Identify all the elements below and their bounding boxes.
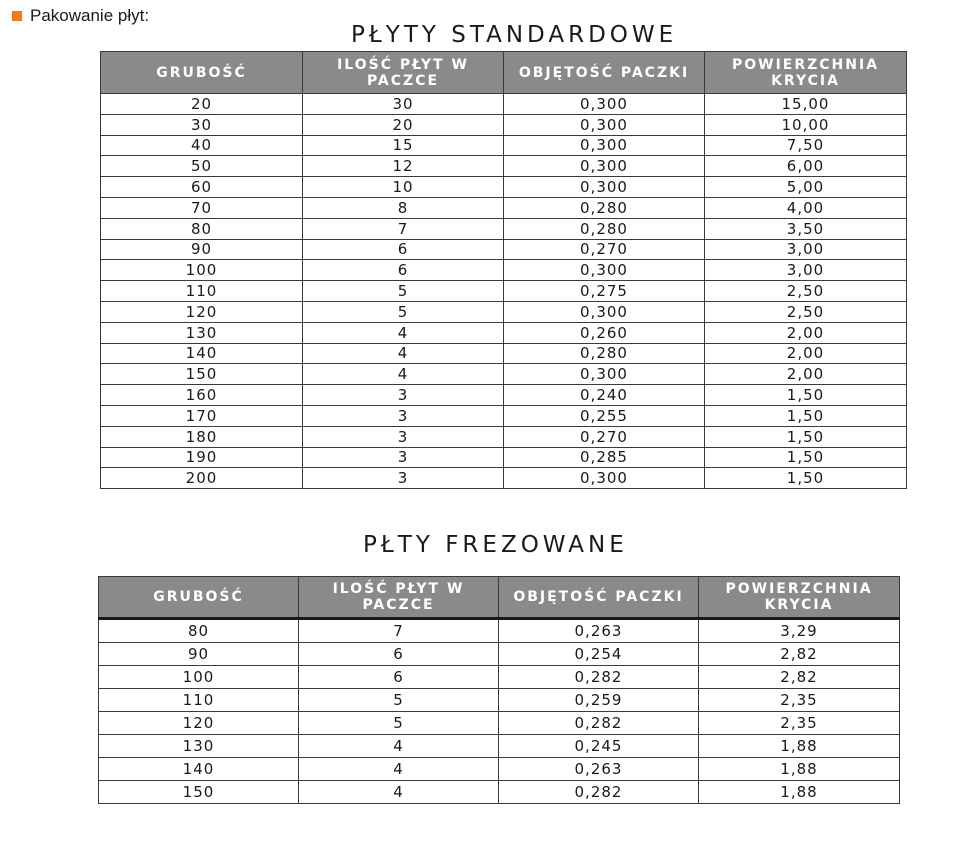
cell-boards-per-pack: 10 [303,177,504,198]
cell-boards-per-pack: 20 [303,114,504,135]
cell-pack-volume: 0,300 [504,260,705,281]
cell-pack-volume: 0,282 [499,712,699,735]
table-row [101,364,907,385]
cell-thickness: 120 [101,301,303,322]
table-row [99,712,900,735]
cell-boards-per-pack: 4 [299,781,499,804]
cell-thickness: 20 [101,94,303,115]
cell-pack-volume: 0,300 [504,156,705,177]
cell-pack-volume: 0,255 [504,405,705,426]
table-row [101,281,907,302]
cell-pack-volume: 0,263 [499,758,699,781]
table-row [101,322,907,343]
cell-coverage-area: 2,35 [699,712,900,735]
cell-coverage-area: 5,00 [705,177,907,198]
cell-pack-volume: 0,280 [504,343,705,364]
cell-thickness: 60 [101,177,303,198]
table-row [101,114,907,135]
cell-coverage-area: 1,50 [705,426,907,447]
cell-coverage-area: 10,00 [705,114,907,135]
table-row [99,689,900,712]
cell-coverage-area: 15,00 [705,94,907,115]
cell-boards-per-pack: 3 [303,468,504,489]
cell-coverage-area: 2,50 [705,301,907,322]
cell-thickness: 40 [101,135,303,156]
cell-boards-per-pack: 8 [303,197,504,218]
cell-thickness: 180 [101,426,303,447]
cell-thickness: 110 [101,281,303,302]
cell-boards-per-pack: 6 [303,239,504,260]
table-row [99,643,900,666]
table-row [101,385,907,406]
cell-coverage-area: 2,82 [699,666,900,689]
cell-coverage-area: 1,88 [699,735,900,758]
cell-boards-per-pack: 15 [303,135,504,156]
table-row [101,135,907,156]
cell-coverage-area: 3,29 [699,619,900,643]
milled-boards-table [98,576,900,804]
cell-thickness: 50 [101,156,303,177]
table-row [101,197,907,218]
cell-coverage-area: 2,00 [705,322,907,343]
cell-pack-volume: 0,260 [504,322,705,343]
cell-coverage-area: 3,00 [705,260,907,281]
cell-pack-volume: 0,300 [504,135,705,156]
cell-boards-per-pack: 4 [299,735,499,758]
table-row [101,218,907,239]
cell-thickness: 140 [99,758,299,781]
cell-boards-per-pack: 4 [303,343,504,364]
cell-coverage-area: 1,88 [699,758,900,781]
cell-pack-volume: 0,282 [499,781,699,804]
cell-boards-per-pack: 4 [303,322,504,343]
cell-boards-per-pack: 6 [299,666,499,689]
cell-pack-volume: 0,263 [499,619,699,643]
cell-boards-per-pack: 3 [303,447,504,468]
milled-boards-title: PŁTY FREZOWANE [363,532,628,558]
cell-pack-volume: 0,300 [504,114,705,135]
table-row [99,781,900,804]
cell-coverage-area: 6,00 [705,156,907,177]
cell-coverage-area: 1,50 [705,405,907,426]
cell-pack-volume: 0,300 [504,94,705,115]
cell-boards-per-pack: 3 [303,426,504,447]
cell-thickness: 80 [99,619,299,643]
cell-thickness: 90 [99,643,299,666]
cell-thickness: 30 [101,114,303,135]
cell-pack-volume: 0,254 [499,643,699,666]
milled-table-body [99,619,900,804]
column-header-thickness: GRUBOŚĆ [101,52,303,94]
cell-coverage-area: 2,00 [705,364,907,385]
cell-pack-volume: 0,300 [504,468,705,489]
cell-coverage-area: 4,00 [705,197,907,218]
cell-boards-per-pack: 3 [303,385,504,406]
table-row [99,735,900,758]
cell-thickness: 150 [99,781,299,804]
table-row [101,239,907,260]
cell-boards-per-pack: 30 [303,94,504,115]
cell-pack-volume: 0,270 [504,239,705,260]
cell-thickness: 170 [101,405,303,426]
table-row [99,758,900,781]
standard-table-body [101,94,907,489]
column-header-pack-volume: OBJĘTOŚĆ PACZKI [504,52,705,94]
cell-coverage-area: 1,50 [705,447,907,468]
column-header-coverage-area: POWIERZCHNIA KRYCIA [705,52,907,94]
section-header [12,6,149,26]
table-row [101,301,907,322]
cell-boards-per-pack: 6 [303,260,504,281]
cell-pack-volume: 0,300 [504,177,705,198]
column-header-coverage-area: POWIERZCHNIA KRYCIA [699,577,900,619]
cell-boards-per-pack: 5 [303,301,504,322]
cell-thickness: 160 [101,385,303,406]
table-row [101,260,907,281]
cell-pack-volume: 0,275 [504,281,705,302]
cell-boards-per-pack: 6 [299,643,499,666]
standard-boards-title: PŁYTY STANDARDOWE [351,22,678,48]
table-row [101,94,907,115]
table-row [101,426,907,447]
column-header-boards-per-pack: ILOŚĆ PŁYT W PACZCE [299,577,499,619]
table-row [101,405,907,426]
table-row [99,619,900,643]
table-row [101,343,907,364]
cell-pack-volume: 0,300 [504,301,705,322]
cell-thickness: 100 [101,260,303,281]
cell-thickness: 90 [101,239,303,260]
table-row [101,177,907,198]
table-row [101,156,907,177]
cell-pack-volume: 0,280 [504,218,705,239]
table-header-row [99,577,900,619]
cell-thickness: 200 [101,468,303,489]
cell-coverage-area: 1,50 [705,468,907,489]
column-header-pack-volume: OBJĘTOŚĆ PACZKI [499,577,699,619]
cell-pack-volume: 0,280 [504,197,705,218]
orange-square-icon [12,11,22,21]
cell-boards-per-pack: 5 [299,712,499,735]
cell-pack-volume: 0,245 [499,735,699,758]
cell-boards-per-pack: 4 [303,364,504,385]
cell-thickness: 130 [101,322,303,343]
cell-thickness: 70 [101,197,303,218]
cell-coverage-area: 7,50 [705,135,907,156]
cell-boards-per-pack: 12 [303,156,504,177]
cell-boards-per-pack: 7 [303,218,504,239]
standard-boards-table [100,51,907,489]
table-row [99,666,900,689]
table-row [101,447,907,468]
cell-coverage-area: 3,50 [705,218,907,239]
cell-pack-volume: 0,259 [499,689,699,712]
cell-coverage-area: 2,00 [705,343,907,364]
cell-coverage-area: 3,00 [705,239,907,260]
cell-thickness: 190 [101,447,303,468]
cell-coverage-area: 2,50 [705,281,907,302]
cell-pack-volume: 0,300 [504,364,705,385]
cell-thickness: 100 [99,666,299,689]
cell-thickness: 130 [99,735,299,758]
cell-coverage-area: 2,35 [699,689,900,712]
cell-pack-volume: 0,282 [499,666,699,689]
cell-boards-per-pack: 7 [299,619,499,643]
cell-thickness: 140 [101,343,303,364]
cell-pack-volume: 0,270 [504,426,705,447]
cell-boards-per-pack: 5 [299,689,499,712]
section-label: Pakowanie płyt: [30,6,150,25]
cell-thickness: 110 [99,689,299,712]
cell-boards-per-pack: 5 [303,281,504,302]
table-row [101,468,907,489]
cell-coverage-area: 1,50 [705,385,907,406]
cell-pack-volume: 0,240 [504,385,705,406]
cell-boards-per-pack: 4 [299,758,499,781]
table-header-row [101,52,907,94]
cell-thickness: 80 [101,218,303,239]
cell-coverage-area: 1,88 [699,781,900,804]
cell-coverage-area: 2,82 [699,643,900,666]
cell-thickness: 150 [101,364,303,385]
cell-thickness: 120 [99,712,299,735]
cell-pack-volume: 0,285 [504,447,705,468]
column-header-boards-per-pack: ILOŚĆ PŁYT W PACZCE [303,52,504,94]
column-header-thickness: GRUBOŚĆ [99,577,299,619]
cell-boards-per-pack: 3 [303,405,504,426]
